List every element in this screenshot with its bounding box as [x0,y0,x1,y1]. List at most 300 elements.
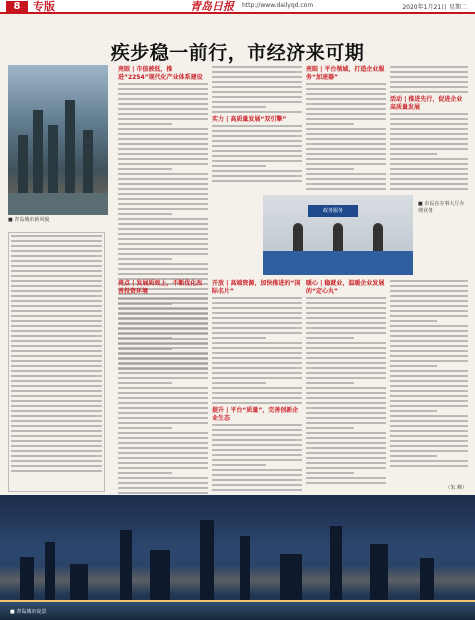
article-column-4-lower [390,280,468,470]
text-line [212,357,302,359]
text-line [212,322,302,324]
text-line [390,350,468,352]
section-label: 专版 [33,0,55,13]
text-line [306,307,386,309]
text-line [212,377,302,379]
text-line [11,270,102,272]
text-line [390,76,468,78]
text-line [118,377,208,379]
text-line [11,375,102,377]
text-line [306,143,386,145]
text-line [390,420,468,422]
text-line [212,165,266,167]
text-line [118,342,208,344]
text-line [212,392,302,394]
text-line [11,260,102,262]
text-line [11,405,102,407]
text-line [212,439,302,441]
text-line [118,412,208,414]
text-line [306,392,386,394]
text-line [118,392,208,394]
text-line [306,103,386,105]
text-line [390,340,468,342]
text-line [212,91,302,93]
text-line [118,183,208,185]
text-line [390,395,468,397]
text-line [11,455,102,457]
subhead-8: 提升 | 平台“质量”，完善创新企业生态 [212,407,299,422]
text-line [212,342,302,344]
text-line [306,312,386,314]
text-line [306,417,386,419]
text-line [306,118,386,120]
text-line [390,355,468,357]
subhead-3: 亮点 | 发展质效上，不断优化改善投资环境 [118,280,203,295]
text-line [11,470,102,472]
text-line [118,143,208,145]
text-line [306,407,386,409]
text-line [390,285,468,287]
text-line [118,203,208,205]
text-line [118,492,208,494]
text-line [212,402,302,404]
text-line [212,76,302,78]
text-line [118,477,208,479]
text-line [11,385,102,387]
text-line [306,317,386,319]
text-line [11,320,102,322]
text-line [11,435,102,437]
text-line [390,465,468,467]
text-line [118,307,208,309]
text-line [212,372,302,374]
page-number: 8 [6,1,28,13]
text-line [118,322,208,324]
text-line [212,444,302,446]
text-line [118,362,208,364]
mid-photo-caption: ■ 市民在办事大厅办理业务 [418,201,465,214]
sidebar-text [11,235,102,472]
text-line [212,352,302,354]
text-line [11,465,102,467]
subhead-1: 亮眼 | 市值被低，推进“2254”现代化产业体系建设 [118,66,203,81]
text-line [306,93,386,95]
text-line [212,125,302,127]
text-line [118,397,208,399]
text-line [390,380,468,382]
text-line [118,263,208,265]
text-line [212,317,302,319]
text-line [118,208,208,210]
text-line [390,81,468,83]
text-line [11,425,102,427]
city-night-photo [0,495,475,620]
website-url[interactable]: http://www.dailyqd.com [242,2,314,9]
text-line [212,424,302,426]
subhead-2: 实力 | 高质量发展“双引擎” [212,116,287,123]
text-line [118,163,208,165]
text-line [11,390,102,392]
text-line [11,265,102,267]
text-line [390,91,468,93]
text-line [212,367,302,369]
text-line [390,305,468,307]
text-line [118,467,208,469]
text-line [118,327,208,329]
text-line [306,357,386,359]
text-line [306,342,386,344]
text-line [212,312,302,314]
text-line [212,397,302,399]
article-column-1-lower [118,280,208,497]
text-line [118,437,208,439]
text-line [118,168,172,170]
text-line [11,240,102,242]
text-line [212,86,302,88]
text-line [118,233,208,235]
text-line [118,472,172,474]
text-line [306,133,386,135]
text-line [118,482,208,484]
text-line [11,300,102,302]
text-line [306,402,386,404]
text-line [118,238,208,240]
text-line [118,108,208,110]
text-line [11,410,102,412]
text-line [306,482,386,484]
text-line [11,250,102,252]
text-line [118,332,208,334]
text-line [118,312,208,314]
text-line [306,128,386,130]
text-line [390,435,468,437]
text-line [390,335,468,337]
text-line [390,66,468,68]
text-line [390,168,468,170]
text-line [306,327,386,329]
text-line [118,243,208,245]
text-line [212,484,302,486]
text-line [118,432,208,434]
text-line [118,487,208,489]
text-line [118,452,208,454]
text-line [212,382,266,384]
text-line [212,362,302,364]
text-line [11,330,102,332]
text-line [390,178,468,180]
text-line [390,310,468,312]
text-line [390,128,468,130]
service-hall-photo: 政务服务 [263,195,413,275]
text-line [11,315,102,317]
text-line [118,382,172,384]
text-line [390,163,468,165]
text-line [306,148,386,150]
text-line [212,81,302,83]
text-line [118,462,208,464]
text-line [11,395,102,397]
text-line [306,442,386,444]
text-line [390,148,468,150]
text-line [390,400,468,402]
text-line [212,479,302,481]
text-line [390,143,468,145]
text-line [212,464,266,466]
text-line [306,168,354,170]
text-line [118,113,208,115]
text-line [118,447,208,449]
text-line [11,295,102,297]
text-line [212,130,302,132]
text-line [118,83,208,85]
text-line [11,235,102,237]
text-line [11,285,102,287]
text-line [390,173,468,175]
text-line [390,455,437,457]
text-line [118,213,172,215]
text-line [306,447,386,449]
text-line [306,178,386,180]
article-column-2 [212,66,302,185]
text-line [390,138,468,140]
text-line [11,355,102,357]
text-line [306,322,386,324]
text-line [390,375,468,377]
text-line [212,180,302,182]
text-line [118,273,208,275]
text-line [118,188,208,190]
text-line [118,148,208,150]
masthead-logo: 青岛日报 [190,0,234,13]
article-column-3-lower [306,280,386,487]
text-line [212,150,302,152]
text-line [212,474,302,476]
text-line [118,138,208,140]
text-line [212,489,302,491]
text-line [212,337,266,339]
text-line [212,387,302,389]
text-line [390,445,468,447]
text-line [306,472,354,474]
text-line [390,405,468,407]
text-line [118,228,208,230]
subhead-5: 开放 | 高端资源，加快推进的“国际名片” [212,280,301,295]
text-line [212,140,302,142]
text-line [390,290,468,292]
text-line [306,183,386,185]
text-line [306,123,354,125]
text-line [11,325,102,327]
text-line [118,173,208,175]
text-line [306,382,354,384]
text-line [390,345,468,347]
text-line [11,370,102,372]
text-line [390,370,468,372]
text-line [306,462,386,464]
text-line [118,352,208,354]
text-line [11,340,102,342]
text-line [306,188,386,190]
subhead-4: 亮眼 | 平台领域，打造企业服务“加速器” [306,66,385,81]
text-line [390,158,468,160]
text-line [306,297,386,299]
text-line [11,365,102,367]
text-line [306,412,386,414]
text-line [306,88,386,90]
text-line [390,325,468,327]
text-line [118,178,208,180]
text-line [118,268,208,270]
text-line [390,86,468,88]
text-line [306,437,386,439]
text-line [212,347,302,349]
text-line [212,71,302,73]
text-line [306,397,386,399]
article-column-4 [390,66,468,193]
text-line [306,332,386,334]
bottom-photo-caption: ■ 青岛城市夜景 [10,609,47,615]
text-line [212,459,302,461]
text-line [306,362,386,364]
text-line [118,128,208,130]
text-line [390,425,468,427]
text-line [390,360,468,362]
text-line [11,345,102,347]
text-line [118,407,208,409]
text-line [212,469,302,471]
text-line [212,307,302,309]
text-line [118,218,208,220]
text-line [11,360,102,362]
text-line [212,175,302,177]
text-line [212,160,302,162]
text-line [212,145,302,147]
text-line [390,280,468,282]
text-line [306,422,386,424]
text-line [306,457,386,459]
text-line [118,442,208,444]
text-line [118,103,208,105]
text-line [11,310,102,312]
text-line [390,410,437,412]
page-header [0,0,475,14]
text-line [11,445,102,447]
text-line [118,158,208,160]
text-line [11,275,102,277]
text-line [212,429,302,431]
text-line [390,71,468,73]
text-line [118,317,208,319]
text-line [306,173,386,175]
main-headline: 疾步稳一前行，市经济来可期 [110,42,365,64]
text-line [11,255,102,257]
text-line [390,300,468,302]
text-line [390,113,468,115]
text-line [212,96,302,98]
issue-date: 2020年1月21日 星期二 [402,4,467,11]
text-line [118,88,208,90]
text-line [11,440,102,442]
text-line [118,93,208,95]
text-line [11,380,102,382]
text-line [118,223,208,225]
text-line [306,377,386,379]
text-line [390,295,468,297]
text-line [118,347,208,349]
text-line [118,457,208,459]
text-line [306,372,386,374]
text-line [118,367,208,369]
text-line [306,347,386,349]
text-line [11,350,102,352]
text-line [118,198,208,200]
text-line [390,415,468,417]
text-line [390,440,468,442]
text-line [390,430,468,432]
text-line [118,123,172,125]
text-line [118,417,208,419]
text-line [306,452,386,454]
text-line [306,163,386,165]
text-line [212,111,302,113]
text-line [390,390,468,392]
text-line [11,430,102,432]
text-line [390,315,468,317]
text-line [306,108,386,110]
text-line [118,302,208,304]
text-line [306,158,386,160]
text-line [306,427,354,429]
text-line [212,327,302,329]
text-line [212,170,302,172]
city-photo [8,65,108,215]
text-line [212,297,302,299]
text-line [212,302,302,304]
subhead-6: 暖心 | 稳就业，温暖企业发展的“定心丸” [306,280,385,295]
text-line [118,193,208,195]
text-line [306,138,386,140]
text-line [118,258,172,260]
text-line [118,402,208,404]
text-line [212,454,302,456]
text-line [390,450,468,452]
author-byline: （朱 峰） [445,485,467,491]
text-line [306,352,386,354]
text-line [11,420,102,422]
text-line [212,332,302,334]
text-line [390,460,468,462]
text-line [306,113,386,115]
text-line [118,297,208,299]
text-line [11,450,102,452]
text-line [390,123,468,125]
text-line [118,427,172,429]
text-line [306,337,354,339]
text-line [212,155,302,157]
text-line [118,422,208,424]
text-line [390,365,437,367]
text-line [11,305,102,307]
text-line [306,367,386,369]
text-line [11,290,102,292]
text-line [11,245,102,247]
text-line [390,153,437,155]
text-line [212,101,302,103]
text-line [306,477,386,479]
text-line [390,133,468,135]
text-line [390,183,468,185]
text-line [118,133,208,135]
